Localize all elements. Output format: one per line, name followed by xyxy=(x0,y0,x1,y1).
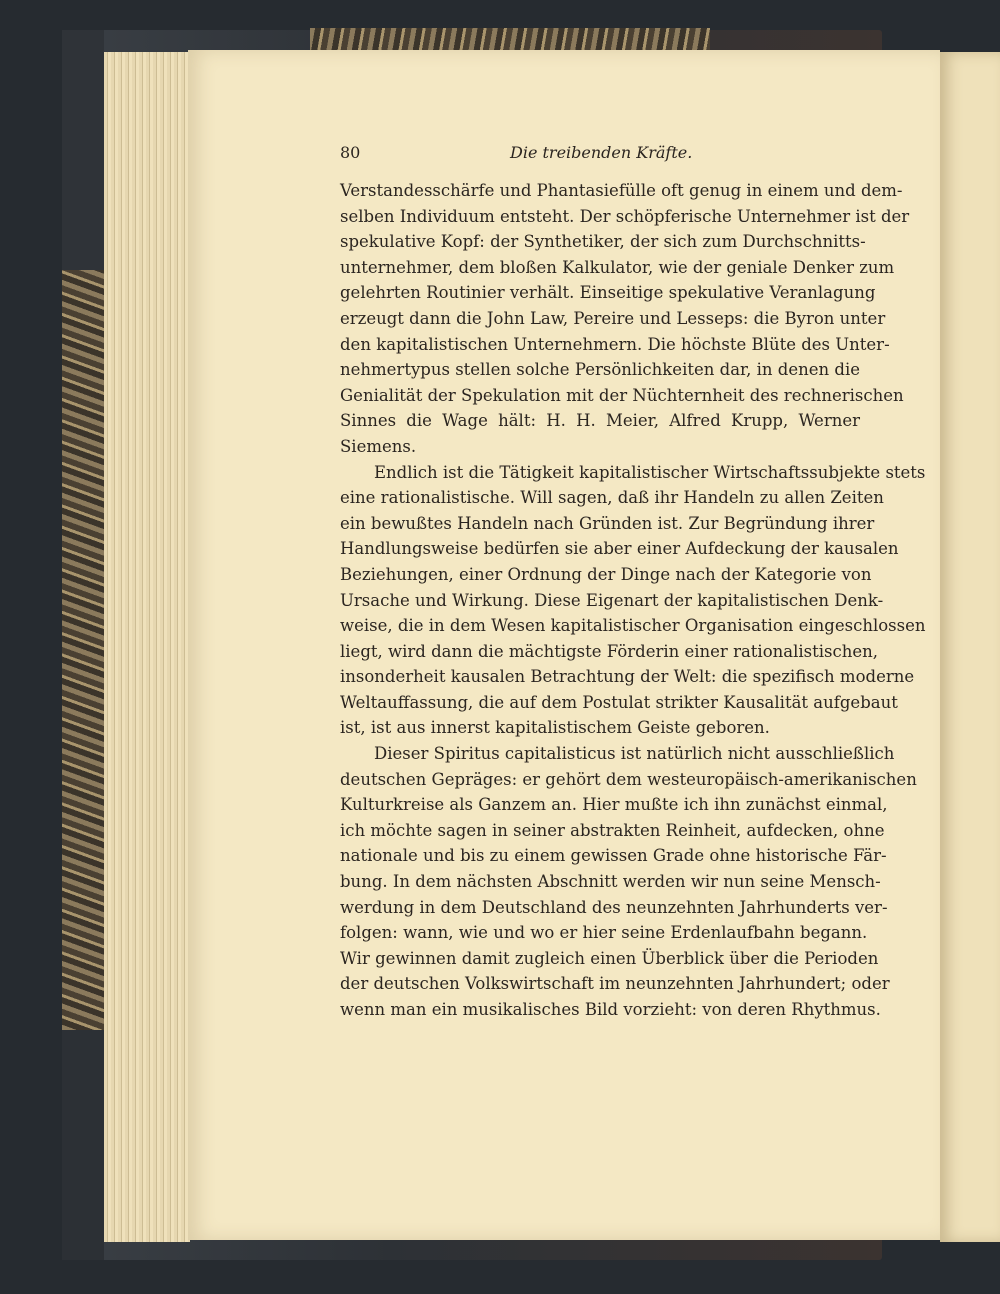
text-line: bung. In dem nächsten Abschnitt werden wir nun seine Mensch- xyxy=(340,872,881,892)
text-line: den kapitalistischen Unternehmern. Die höchste Blüte des Unter- xyxy=(340,334,890,354)
paragraph xyxy=(340,741,917,1023)
marbled-board-left xyxy=(62,270,104,1030)
page-header xyxy=(340,143,860,167)
text-line: selben Individuum entsteht. Der schöpferische Unternehmer ist der xyxy=(340,206,910,226)
text-line: Wir gewinnen damit zugleich einen Überblick über die Perioden xyxy=(340,948,879,968)
text-line: Verstandesschärfe und Phantasiefülle oft genug in einem und dem- xyxy=(340,181,903,200)
text-line: Endlich ist die Tätigkeit kapitalistischer Wirtschaftssubjekte stets xyxy=(374,462,926,482)
paragraph xyxy=(340,178,910,460)
text-line: Dieser Spiritus capitalisticus ist natürlich nicht ausschließlich xyxy=(374,744,895,764)
running-title: Die treibenden Kräfte. xyxy=(510,143,693,162)
text-line: deutschen Gepräges: er gehört dem westeuropäisch-amerikanischen xyxy=(340,769,917,789)
paragraph xyxy=(340,460,926,742)
text-line: Kulturkreise als Ganzem an. Hier mußte ich ihn zunächst einmal, xyxy=(340,795,888,815)
text-line: Ursache und Wirkung. Diese Eigenart der kapitalistischen Denk- xyxy=(340,590,884,610)
marbled-board-top xyxy=(310,28,710,50)
text-line: der deutschen Volkswirtschaft im neunzehnten Jahrhundert; oder xyxy=(340,974,890,994)
text-line: nehmertypus stellen solche Persönlichkeiten dar, in denen die xyxy=(340,360,860,380)
text-line: Beziehungen, einer Ordnung der Dinge nach der Kategorie von xyxy=(340,564,872,584)
text-line: Handlungsweise bedürfen sie aber einer Aufdeckung der kausalen xyxy=(340,539,899,559)
text-line: ist, ist aus innerst kapitalistischem Geiste geboren. xyxy=(340,718,770,738)
text-line: unternehmer, dem bloßen Kalkulator, wie der geniale Denker zum xyxy=(340,257,895,277)
text-line: werdung in dem Deutschland des neunzehnten Jahrhunderts ver- xyxy=(340,897,888,917)
text-line: weise, die in dem Wesen kapitalistischer Organisation eingeschlossen xyxy=(340,616,926,636)
text-line: erzeugt dann die John Law, Pereire und Lesseps: die Byron unter xyxy=(340,308,886,328)
text-line: liegt, wird dann die mächtigste Förderin einer rationalistischen, xyxy=(340,641,878,661)
text-line: spekulative Kopf: der Synthetiker, der sich zum Durchschnitts- xyxy=(340,232,866,252)
body-text xyxy=(340,178,926,1023)
text-line: ich möchte sagen in seiner abstrakten Reinheit, aufdecken, ohne xyxy=(340,820,885,840)
facing-page-edge xyxy=(940,52,1000,1242)
text-line: insonderheit kausalen Betrachtung der Welt: die spezifisch moderne xyxy=(340,667,915,687)
page-stack-edges xyxy=(104,52,190,1242)
cover-edge-upper xyxy=(62,30,104,270)
text-line: nationale und bis zu einem gewissen Grade ohne historische Fär- xyxy=(340,846,887,866)
text-line: Sinnes die Wage hält: H. H. Meier, Alfred Krupp, Werner xyxy=(340,411,860,431)
text-line: wenn man ein musikalisches Bild vorzieht: von deren Rhythmus. xyxy=(340,1000,881,1019)
text-line: eine rationalistische. Will sagen, daß ihr Handeln zu allen Zeiten xyxy=(340,488,884,508)
cover-edge-lower xyxy=(62,1030,104,1260)
text-line: Weltauffassung, die auf dem Postulat strikter Kausalität aufgebaut xyxy=(340,692,898,712)
text-line: gelehrten Routinier verhält. Einseitige spekulative Veranlagung xyxy=(340,283,876,303)
text-line: Genialität der Spekulation mit der Nüchternheit des rechnerischen xyxy=(340,385,904,405)
page-number: 80 xyxy=(340,143,361,162)
text-line: ein bewußtes Handeln nach Gründen ist. Zur Begründung ihrer xyxy=(340,513,875,533)
text-line: Siemens. xyxy=(340,436,417,456)
text-line: folgen: wann, wie und wo er hier seine Erdenlaufbahn begann. xyxy=(340,923,868,943)
